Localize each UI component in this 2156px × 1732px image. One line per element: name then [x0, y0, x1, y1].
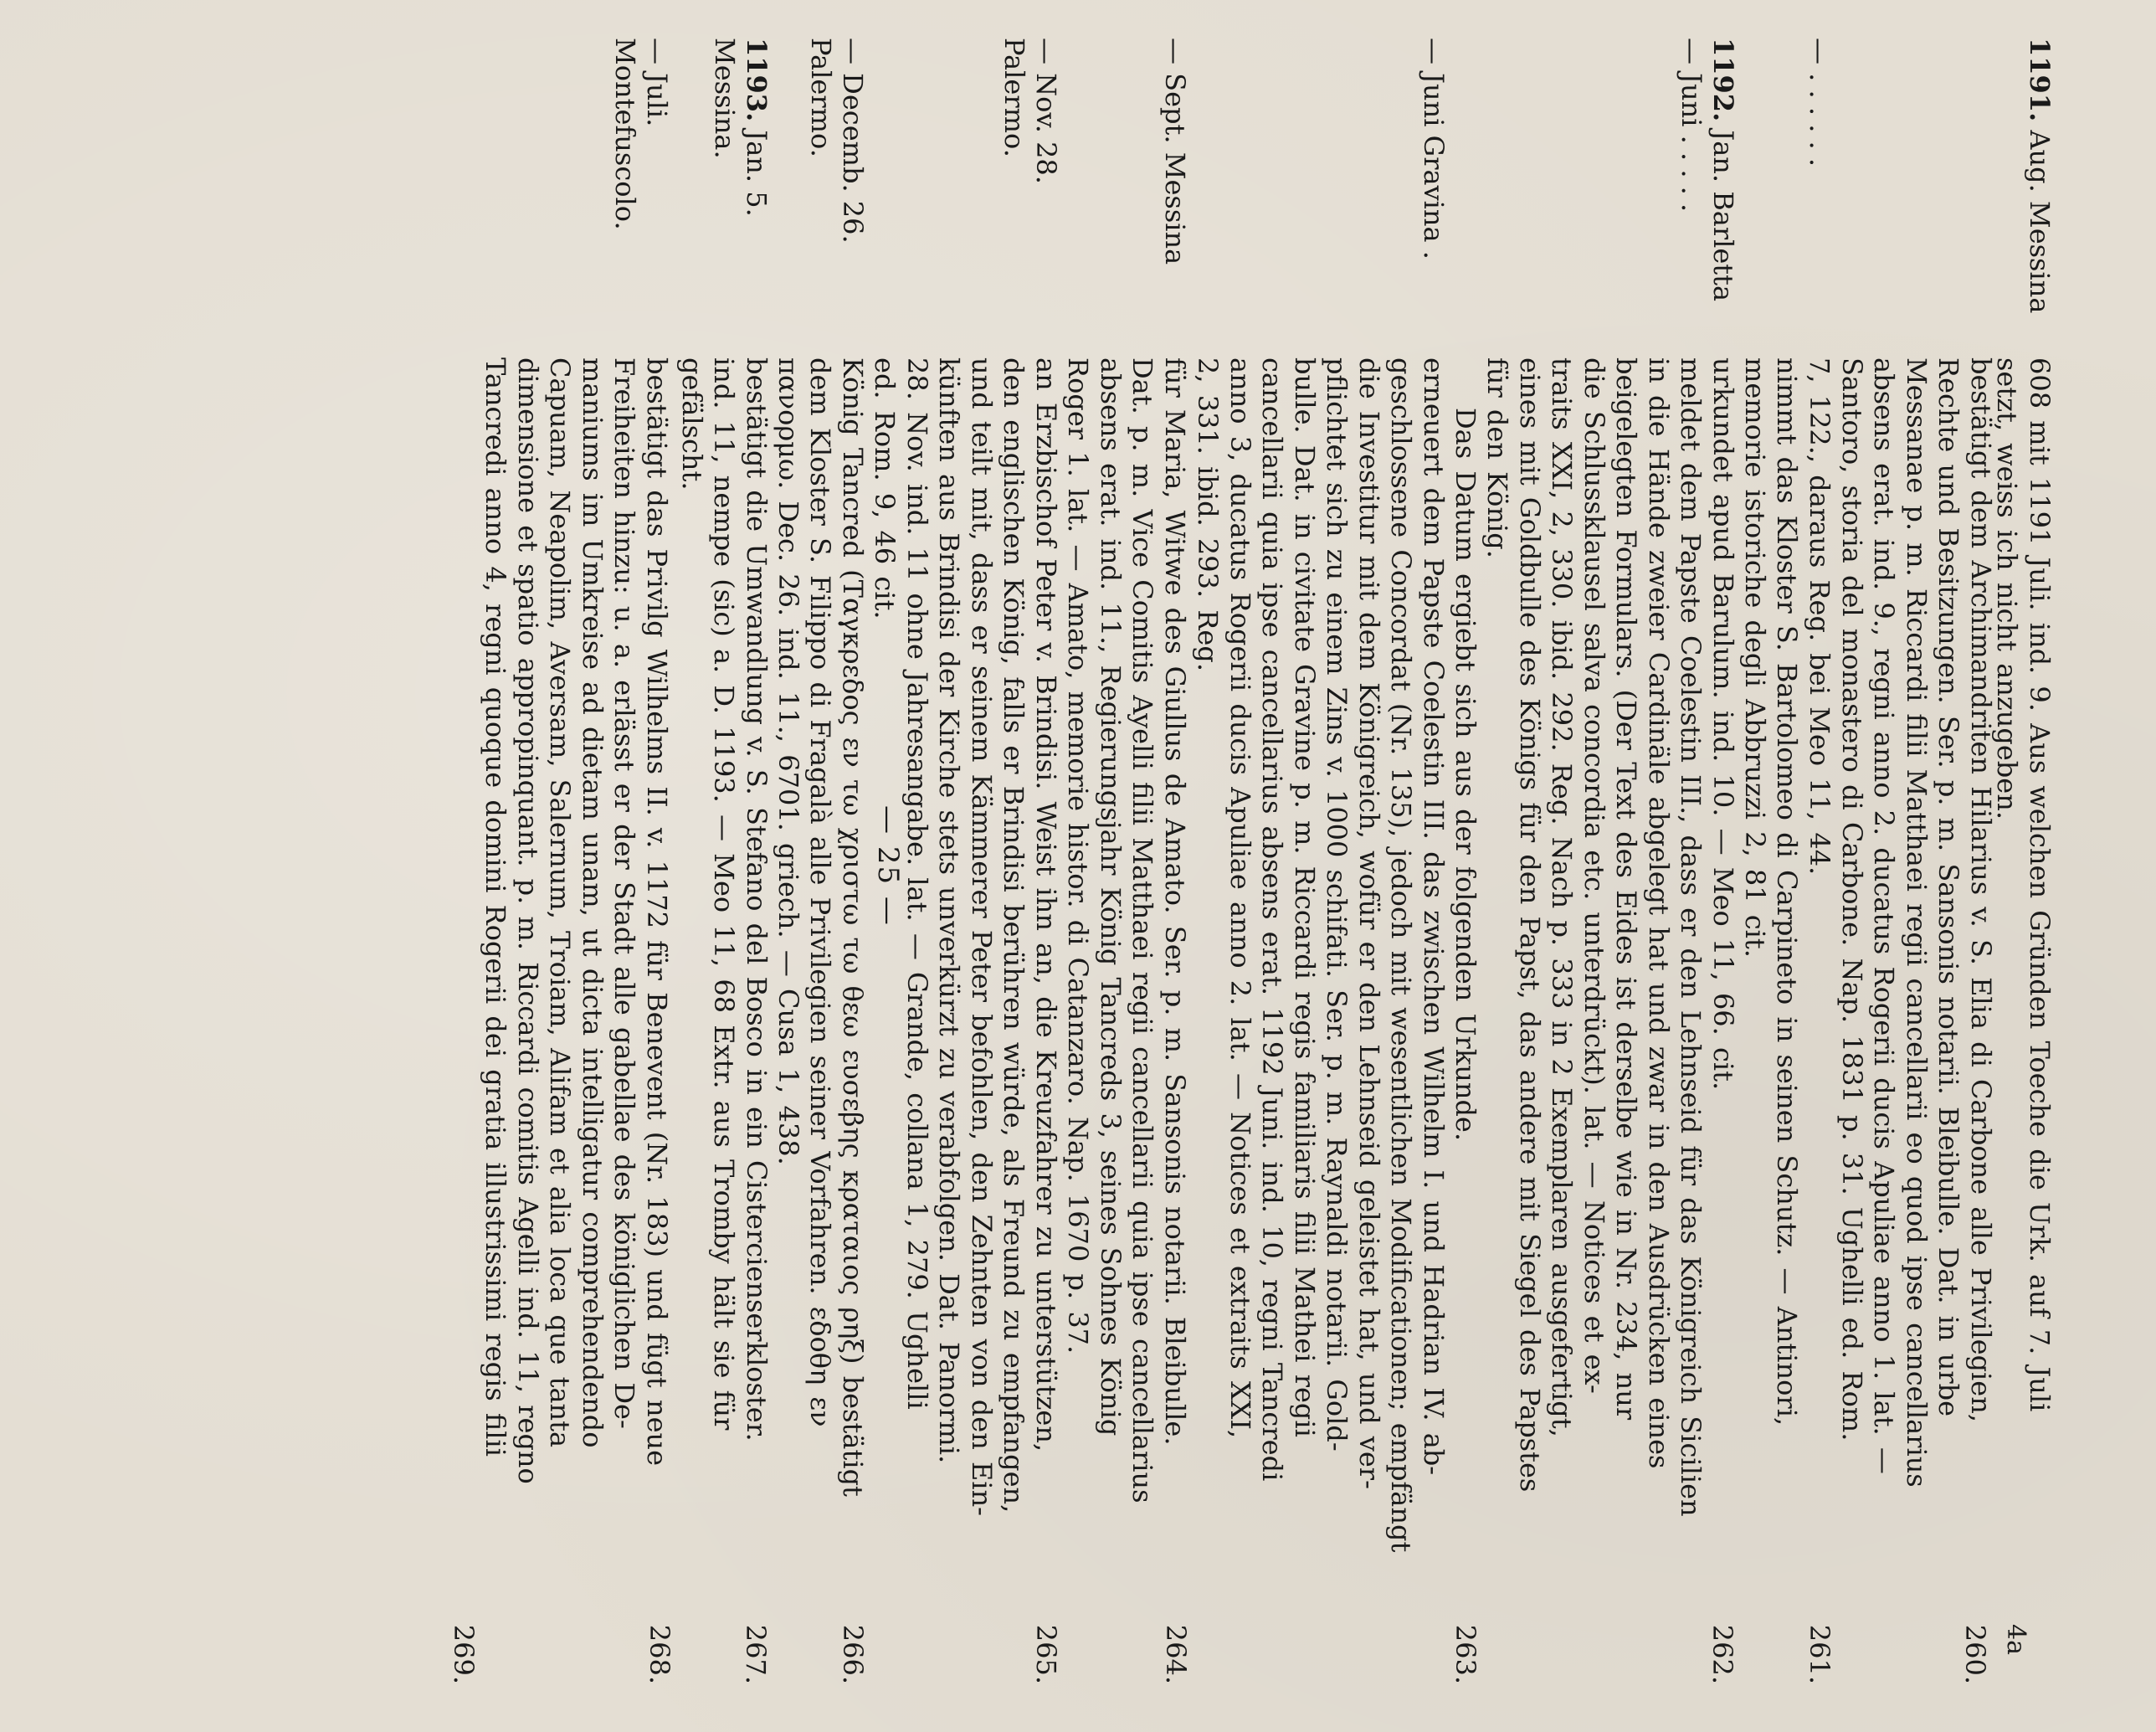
- entry-date-place: [998, 38, 1062, 347]
- text-line: absens erat. ind. 11., Regierungsjahr König Tancreds 3, seines Sohnes König: [1095, 357, 1127, 1436]
- text-line: Capuam, Neapolim, Aversam, Salernum, Troiam, Alifam et alia loca que tanta: [544, 357, 577, 1448]
- text-line: beigelegten Formulars. (Der Text des Eides ist derselbe wie in Nr. 234, nur: [1610, 357, 1643, 1421]
- entry-date-place: [709, 38, 773, 347]
- regest-number: 261.: [1804, 1624, 1836, 1684]
- text-line: Freiheiten hinzu: u. a. erlässt er der Stadt alle gabellae des königlichen De-: [608, 357, 641, 1429]
- text-line: erneuert dem Papste Coelestin III. das zwischen Wilhelm I. und Hadrian IV. ab-: [1418, 357, 1450, 1476]
- entry-date-place: [1159, 38, 1191, 347]
- text-line: πανορμω. Dec. 26. ind. 11., 6701. griech. — Cusa 1, 438.: [773, 357, 804, 1165]
- text-line: bestätigt die Umwandlung v. S. Stefano del Bosco in ein Cistercienserkloster.: [741, 357, 773, 1442]
- text-line: setzt, weiss ich nicht anzugeben.: [1991, 357, 2024, 820]
- date-line: Montefuscolo.: [609, 38, 641, 230]
- regest-number: 260.: [1959, 1624, 1991, 1684]
- text-line: ed. Rom. 9, 46 cit.: [869, 357, 901, 619]
- text-line: Roger 1. lat. — Amato, memorie histor. di Catanzaro. Nap. 1670 p. 37.: [1062, 357, 1095, 1354]
- printer-signature: 4a: [2001, 1624, 2030, 1655]
- text-line: geschlossene Concordat (Nr. 135), jedoch mit wesentlichen Modificationen; empfängt: [1385, 357, 1418, 1553]
- text-line: 7, 122., daraus Reg. bei Meo 11, 44.: [1804, 357, 1835, 876]
- entry-date-place: [1676, 38, 1739, 347]
- text-line: den englischen König, falls er Brindisi berühren würde, als Freund zu empfangen,: [998, 357, 1030, 1514]
- date-line: — Nov. 28.: [1030, 38, 1062, 184]
- text-line: anno 3, ducatus Rogerii ducis Apuliae anno 2. lat. — Notices et extraits XXI,: [1224, 357, 1256, 1439]
- regest-number: 269.: [448, 1624, 480, 1684]
- text-line: absens erat. ind. 9., regni anno 2. ducatus Rogerii ducis Apuliae anno 1. lat. —: [1868, 357, 1901, 1474]
- date-line: — Juli.: [641, 38, 673, 127]
- text-line: die Schlussklausel salva concordia etc. unterdrückt). lat. — Notices et ex-: [1578, 357, 1610, 1394]
- text-line: König Tancred (Ταγκρεδος εν τω χριστω τω θεω ευσεβης κραταιος ρηξ) bestätigt: [837, 357, 869, 1497]
- entry-date-place: [2024, 38, 2056, 347]
- text-line: bestätigt dem Archimandriten Hilarius v. S. Elia di Carbone alle Privilegien,: [1965, 357, 1997, 1422]
- text-line: traits XXI, 2, 330. ibid. 292. Reg. Nach p. 333 in 2 Exemplaren ausgefertigt,: [1546, 357, 1578, 1437]
- entry-date-place: [609, 38, 673, 347]
- text-line: Dat. p. m. Vice Comitis Ayelli filii Matthaei regii cancellarii quia ipse cancellarius: [1127, 357, 1159, 1503]
- text-line: 608 mit 1191 Juli. ind. 9. Aus welchen Gründen Toeche die Urk. auf 7. Juli: [2024, 357, 2056, 1412]
- regest-number: 262.: [1707, 1624, 1739, 1684]
- regest-number: 266.: [837, 1624, 869, 1684]
- entry-text: [448, 357, 673, 1684]
- text-line: an Erzbischof Peter v. Brindisi. Weist ihn an, die Kreuzfahrer zu unterstützen,: [1030, 357, 1062, 1452]
- text-line: künften aus Brindisi der Kirche stets unverkürzt zu verabfolgen. Dat. Panormi.: [933, 357, 966, 1464]
- text-line: und teilt mit, dass er seinem Kämmerer Peter befohlen, den Zehnten von den Ein-: [966, 357, 998, 1516]
- text-line: in die Hände zweier Cardinäle abgelegt hat und zwar in den Ausdrücken eines: [1643, 357, 1675, 1469]
- text-line: für Maria, Witwe des Giullus de Amato. Ser. p. m. Sansonis notarii. Bleibulle.: [1159, 357, 1191, 1446]
- text-line: die Investitur mit dem Königreich, wofür er den Lehnseid geleistet hat, und ver-: [1353, 357, 1385, 1489]
- text-line: pflichtet sich zu einem Zins v. 1000 schifati. Ser. p. m. Raynaldi notarii. Gold-: [1321, 357, 1353, 1452]
- text-line: dimensione et spatio appropinquant. p. m. Riccardi comitis Agelli ind. 11, regno: [512, 357, 544, 1484]
- date-line: — . . . . . .: [1804, 38, 1835, 167]
- date-line: 1193. Jan. 5.: [741, 38, 773, 217]
- regest-number: 264.: [1160, 1624, 1192, 1684]
- text-line: Das Datum ergiebt sich aus der folgenden Urkunde.: [1450, 408, 1481, 1142]
- entry-date-place: [805, 38, 869, 347]
- text-line: cancellarii quia ipse cancellarius absens erat. 1192 Juni. ind. 10, regni Tancredi: [1256, 357, 1289, 1482]
- date-line: 1192. Jan. Barletta: [1707, 38, 1739, 302]
- date-line: Palermo.: [998, 38, 1030, 157]
- text-line: nimmt das Kloster S. Bartolomeo di Carpineto in seinen Schutz. — Antinori,: [1771, 357, 1804, 1426]
- entry-date-place: [1418, 38, 1450, 347]
- text-line: dem Kloster S. Filippo di Fragalà alle Privilegien seiner Vorfahren. εδοθη εν: [804, 357, 837, 1427]
- text-line: Rechte und Besitzungen. Ser. p. m. Sansonis notarii. Bleibulle. Dat. in urbe: [1933, 357, 1965, 1417]
- text-line: Tancredi anno 4, regni quoque domini Rogerii dei gratia illustrissimi regis filii: [480, 357, 512, 1457]
- regest-number: 268.: [644, 1624, 676, 1684]
- text-line: für den König.: [1481, 357, 1514, 558]
- text-line: eines mit Goldbulle des Königs für den Papst, das andere mit Siegel des Papstes: [1514, 357, 1546, 1493]
- date-line: — Decemb. 26.: [837, 38, 869, 244]
- date-line: 1191. Aug. Messina: [2024, 38, 2056, 314]
- regest-number: 263.: [1450, 1624, 1481, 1684]
- text-line: memorie istoriche degli Abbruzzi 2, 81 cit.: [1739, 357, 1771, 958]
- text-line: bestätigt das Privilg Wilhelms II. v. 1172 für Benevent (Nr. 183) und fügt neue: [641, 357, 673, 1467]
- date-line: — Sept. Messina: [1159, 38, 1191, 265]
- regest-number: 265.: [1030, 1624, 1062, 1684]
- date-line: Palermo.: [805, 38, 837, 157]
- text-line: bulle. Dat. in civitate Gravine p. m. Riccardi regis familiaris filii Mathei regii: [1289, 357, 1321, 1437]
- entry-text: [1450, 357, 1482, 1732]
- text-line: Messanae p. m. Riccardi filii Matthaei regii cancellarii eo quod ipse cancellarius: [1901, 357, 1933, 1488]
- date-line: — Juni . . . . .: [1676, 38, 1707, 213]
- entry-date-place: [1804, 38, 1835, 347]
- text-line: gefälscht.: [676, 357, 708, 491]
- regest-number: 267.: [740, 1624, 773, 1684]
- text-line: maniums im Umkreise ad dietam unam, ut dicta intelligatur comprehendendo: [577, 357, 608, 1448]
- text-line: ind. 11, nempe (sic) a. D. 1193. — Meo 11, 68 Extr. aus Tromby hält sie für: [708, 357, 741, 1431]
- text-line: Santoro, storia del monastero di Carbone. Nap. 1831 p. 31. Ughelli ed. Rom.: [1836, 357, 1868, 1442]
- text-line: 28. Nov. ind. 11 ohne Jahresangabe. lat. — Grande, collana 1, 279. Ughelli: [901, 357, 933, 1410]
- text-line: meldet dem Papste Coelestin III., dass er den Lehnseid für das Königreich Sicilien: [1675, 357, 1707, 1517]
- date-line: — Juni Gravina .: [1418, 38, 1450, 260]
- page-number: — 25 —: [871, 805, 905, 927]
- date-line: Messina.: [709, 38, 741, 159]
- text-line: urkundet apud Barulum. ind. 10. — Meo 11, 66. cit.: [1707, 357, 1739, 1091]
- text-line: 2, 331. ibid. 293. Reg.: [1192, 357, 1224, 672]
